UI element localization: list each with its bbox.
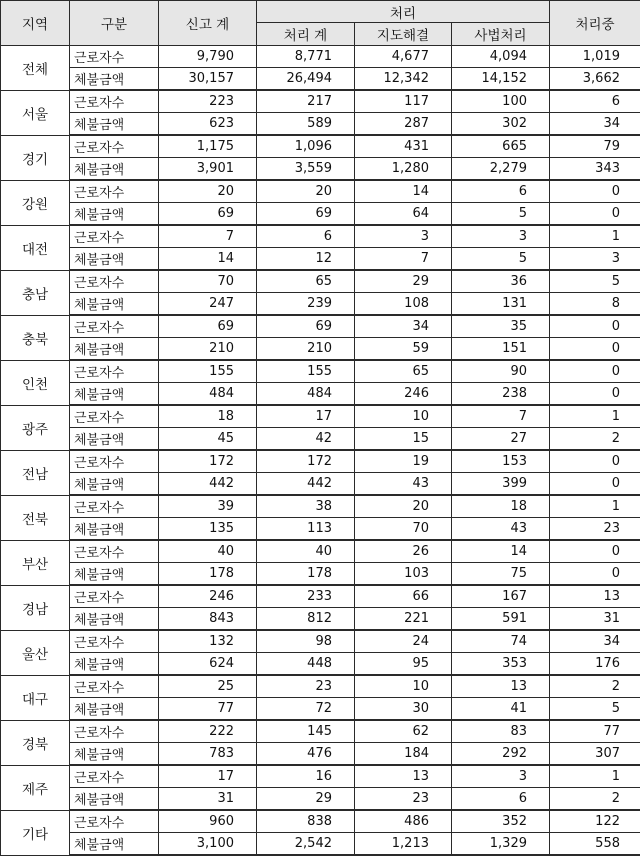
value-cell: 292 [452, 743, 550, 766]
table-row [1, 225, 640, 248]
value-cell: 69 [159, 203, 257, 226]
value-cell: 43 [452, 518, 550, 541]
value-cell: 98 [257, 630, 355, 653]
region-cell: 대구 [1, 675, 70, 720]
value-cell: 246 [355, 383, 452, 406]
value-cell: 30,157 [159, 68, 257, 91]
value-cell: 624 [159, 653, 257, 676]
category-cell: 체불금액 [70, 698, 159, 721]
table-row [1, 113, 640, 136]
value-cell: 233 [257, 585, 355, 608]
value-cell: 103 [355, 563, 452, 586]
category-cell: 근로자수 [70, 180, 159, 203]
value-cell: 65 [355, 360, 452, 383]
region-cell: 전체 [1, 46, 70, 91]
value-cell: 41 [452, 698, 550, 721]
value-cell: 0 [550, 450, 640, 473]
value-cell: 151 [452, 338, 550, 361]
value-cell: 0 [550, 360, 640, 383]
value-cell: 26,494 [257, 68, 355, 91]
value-cell: 13 [452, 675, 550, 698]
value-cell: 246 [159, 585, 257, 608]
value-cell: 5 [550, 698, 640, 721]
value-cell: 20 [159, 180, 257, 203]
value-cell: 5 [452, 248, 550, 271]
region-cell: 전남 [1, 450, 70, 495]
table-row [1, 203, 640, 226]
category-cell: 체불금액 [70, 68, 159, 91]
table-row [1, 315, 640, 338]
value-cell: 287 [355, 113, 452, 136]
value-cell: 20 [257, 180, 355, 203]
value-cell: 431 [355, 135, 452, 158]
value-cell: 178 [159, 563, 257, 586]
value-cell: 3,901 [159, 158, 257, 181]
table-row [1, 135, 640, 158]
category-cell: 체불금액 [70, 788, 159, 811]
value-cell: 0 [550, 338, 640, 361]
header-in-progress: 처리중 [550, 1, 640, 46]
value-cell: 167 [452, 585, 550, 608]
header-processed: 처리 [257, 1, 550, 23]
value-cell: 0 [550, 315, 640, 338]
value-cell: 1,019 [550, 46, 640, 68]
value-cell: 122 [550, 810, 640, 833]
value-cell: 153 [452, 450, 550, 473]
header-region: 지역 [1, 1, 70, 46]
table-body [1, 46, 640, 856]
category-cell: 근로자수 [70, 450, 159, 473]
value-cell: 2 [550, 788, 640, 811]
value-cell: 42 [257, 428, 355, 451]
table-row [1, 653, 640, 676]
category-cell: 근로자수 [70, 495, 159, 518]
value-cell: 69 [257, 315, 355, 338]
value-cell: 30 [355, 698, 452, 721]
value-cell: 77 [159, 698, 257, 721]
value-cell: 484 [257, 383, 355, 406]
value-cell: 3,559 [257, 158, 355, 181]
value-cell: 6 [550, 90, 640, 113]
category-cell: 근로자수 [70, 90, 159, 113]
value-cell: 8,771 [257, 46, 355, 68]
table-row [1, 495, 640, 518]
value-cell: 399 [452, 473, 550, 496]
category-cell: 근로자수 [70, 270, 159, 293]
value-cell: 117 [355, 90, 452, 113]
value-cell: 7 [159, 225, 257, 248]
value-cell: 5 [550, 270, 640, 293]
table-row [1, 383, 640, 406]
value-cell: 221 [355, 608, 452, 631]
table-row [1, 68, 640, 91]
category-cell: 체불금액 [70, 383, 159, 406]
table-row [1, 630, 640, 653]
value-cell: 17 [159, 765, 257, 788]
value-cell: 65 [257, 270, 355, 293]
region-cell: 전북 [1, 495, 70, 540]
value-cell: 29 [257, 788, 355, 811]
value-cell: 40 [159, 540, 257, 563]
value-cell: 589 [257, 113, 355, 136]
value-cell: 8 [550, 293, 640, 316]
value-cell: 10 [355, 405, 452, 428]
value-cell: 64 [355, 203, 452, 226]
region-cell: 울산 [1, 630, 70, 675]
value-cell: 59 [355, 338, 452, 361]
value-cell: 3 [550, 248, 640, 271]
table-row [1, 585, 640, 608]
value-cell: 1,175 [159, 135, 257, 158]
value-cell: 77 [550, 720, 640, 743]
value-cell: 24 [355, 630, 452, 653]
value-cell: 210 [159, 338, 257, 361]
value-cell: 210 [257, 338, 355, 361]
value-cell: 217 [257, 90, 355, 113]
value-cell: 74 [452, 630, 550, 653]
value-cell: 238 [452, 383, 550, 406]
value-cell: 13 [355, 765, 452, 788]
value-cell: 2 [550, 428, 640, 451]
value-cell: 4,094 [452, 46, 550, 68]
table-row [1, 405, 640, 428]
value-cell: 10 [355, 675, 452, 698]
value-cell: 29 [355, 270, 452, 293]
value-cell: 31 [159, 788, 257, 811]
table-row [1, 248, 640, 271]
value-cell: 16 [257, 765, 355, 788]
value-cell: 1,096 [257, 135, 355, 158]
category-cell: 근로자수 [70, 225, 159, 248]
value-cell: 155 [159, 360, 257, 383]
value-cell: 0 [550, 473, 640, 496]
value-cell: 0 [550, 383, 640, 406]
value-cell: 442 [257, 473, 355, 496]
region-cell: 대전 [1, 225, 70, 270]
header-category: 구분 [70, 1, 159, 46]
value-cell: 1,329 [452, 833, 550, 856]
value-cell: 14 [355, 180, 452, 203]
category-cell: 체불금액 [70, 248, 159, 271]
category-cell: 근로자수 [70, 630, 159, 653]
value-cell: 6 [452, 788, 550, 811]
value-cell: 79 [550, 135, 640, 158]
value-cell: 23 [257, 675, 355, 698]
region-cell: 기타 [1, 810, 70, 855]
category-cell: 체불금액 [70, 743, 159, 766]
header-processed-total: 처리 계 [257, 23, 355, 46]
value-cell: 36 [452, 270, 550, 293]
value-cell: 302 [452, 113, 550, 136]
value-cell: 0 [550, 540, 640, 563]
category-cell: 근로자수 [70, 585, 159, 608]
value-cell: 12,342 [355, 68, 452, 91]
value-cell: 0 [550, 203, 640, 226]
value-cell: 6 [257, 225, 355, 248]
region-cell: 인천 [1, 360, 70, 405]
value-cell: 3 [452, 765, 550, 788]
value-cell: 6 [452, 180, 550, 203]
value-cell: 113 [257, 518, 355, 541]
region-cell: 충북 [1, 315, 70, 360]
region-cell: 광주 [1, 405, 70, 450]
table-row [1, 270, 640, 293]
value-cell: 2 [550, 675, 640, 698]
value-cell: 132 [159, 630, 257, 653]
value-cell: 3 [355, 225, 452, 248]
category-cell: 근로자수 [70, 46, 159, 68]
value-cell: 18 [452, 495, 550, 518]
table-row [1, 180, 640, 203]
value-cell: 1 [550, 765, 640, 788]
value-cell: 31 [550, 608, 640, 631]
value-cell: 23 [550, 518, 640, 541]
table-row [1, 518, 640, 541]
value-cell: 783 [159, 743, 257, 766]
value-cell: 1 [550, 495, 640, 518]
value-cell: 2,279 [452, 158, 550, 181]
region-cell: 서울 [1, 90, 70, 135]
value-cell: 83 [452, 720, 550, 743]
table-row [1, 788, 640, 811]
value-cell: 223 [159, 90, 257, 113]
value-cell: 35 [452, 315, 550, 338]
category-cell: 체불금액 [70, 653, 159, 676]
category-cell: 체불금액 [70, 518, 159, 541]
value-cell: 484 [159, 383, 257, 406]
value-cell: 239 [257, 293, 355, 316]
value-cell: 34 [550, 113, 640, 136]
value-cell: 72 [257, 698, 355, 721]
value-cell: 623 [159, 113, 257, 136]
value-cell: 108 [355, 293, 452, 316]
value-cell: 0 [550, 180, 640, 203]
value-cell: 131 [452, 293, 550, 316]
value-cell: 4,677 [355, 46, 452, 68]
table-row [1, 428, 640, 451]
value-cell: 558 [550, 833, 640, 856]
value-cell: 448 [257, 653, 355, 676]
value-cell: 25 [159, 675, 257, 698]
value-cell: 145 [257, 720, 355, 743]
category-cell: 체불금액 [70, 113, 159, 136]
value-cell: 75 [452, 563, 550, 586]
value-cell: 27 [452, 428, 550, 451]
header-reported-total: 신고 계 [159, 1, 257, 46]
table-row [1, 743, 640, 766]
value-cell: 100 [452, 90, 550, 113]
category-cell: 근로자수 [70, 360, 159, 383]
value-cell: 14,152 [452, 68, 550, 91]
table-row [1, 473, 640, 496]
value-cell: 70 [159, 270, 257, 293]
value-cell: 665 [452, 135, 550, 158]
value-cell: 476 [257, 743, 355, 766]
category-cell: 근로자수 [70, 315, 159, 338]
table-row [1, 810, 640, 833]
value-cell: 172 [159, 450, 257, 473]
value-cell: 43 [355, 473, 452, 496]
table-row [1, 158, 640, 181]
category-cell: 체불금액 [70, 158, 159, 181]
value-cell: 2,542 [257, 833, 355, 856]
value-cell: 353 [452, 653, 550, 676]
value-cell: 247 [159, 293, 257, 316]
value-cell: 15 [355, 428, 452, 451]
header-guidance-resolved: 지도해결 [355, 23, 452, 46]
category-cell: 근로자수 [70, 810, 159, 833]
value-cell: 14 [452, 540, 550, 563]
value-cell: 20 [355, 495, 452, 518]
value-cell: 69 [257, 203, 355, 226]
value-cell: 184 [355, 743, 452, 766]
table-row [1, 698, 640, 721]
value-cell: 155 [257, 360, 355, 383]
value-cell: 3 [452, 225, 550, 248]
value-cell: 307 [550, 743, 640, 766]
value-cell: 3,100 [159, 833, 257, 856]
value-cell: 1,213 [355, 833, 452, 856]
category-cell: 근로자수 [70, 720, 159, 743]
value-cell: 7 [452, 405, 550, 428]
table-row [1, 563, 640, 586]
value-cell: 5 [452, 203, 550, 226]
category-cell: 근로자수 [70, 405, 159, 428]
category-cell: 근로자수 [70, 675, 159, 698]
category-cell: 체불금액 [70, 338, 159, 361]
table-row [1, 720, 640, 743]
region-cell: 부산 [1, 540, 70, 585]
value-cell: 135 [159, 518, 257, 541]
value-cell: 843 [159, 608, 257, 631]
value-cell: 1 [550, 225, 640, 248]
region-cell: 충남 [1, 270, 70, 315]
value-cell: 12 [257, 248, 355, 271]
value-cell: 69 [159, 315, 257, 338]
value-cell: 39 [159, 495, 257, 518]
category-cell: 체불금액 [70, 428, 159, 451]
value-cell: 3,662 [550, 68, 640, 91]
table-header [1, 1, 640, 46]
header-judicial: 사법처리 [452, 23, 550, 46]
category-cell: 체불금액 [70, 293, 159, 316]
value-cell: 95 [355, 653, 452, 676]
table-row [1, 46, 640, 68]
value-cell: 172 [257, 450, 355, 473]
value-cell: 34 [550, 630, 640, 653]
category-cell: 체불금액 [70, 608, 159, 631]
value-cell: 45 [159, 428, 257, 451]
category-cell: 체불금액 [70, 833, 159, 856]
category-cell: 근로자수 [70, 135, 159, 158]
value-cell: 960 [159, 810, 257, 833]
value-cell: 442 [159, 473, 257, 496]
value-cell: 7 [355, 248, 452, 271]
table-row [1, 450, 640, 473]
region-cell: 경기 [1, 135, 70, 180]
category-cell: 체불금액 [70, 473, 159, 496]
value-cell: 38 [257, 495, 355, 518]
value-cell: 812 [257, 608, 355, 631]
value-cell: 0 [550, 563, 640, 586]
value-cell: 18 [159, 405, 257, 428]
value-cell: 343 [550, 158, 640, 181]
value-cell: 352 [452, 810, 550, 833]
category-cell: 체불금액 [70, 203, 159, 226]
value-cell: 9,790 [159, 46, 257, 68]
region-cell: 경남 [1, 585, 70, 630]
value-cell: 486 [355, 810, 452, 833]
value-cell: 178 [257, 563, 355, 586]
value-cell: 13 [550, 585, 640, 608]
value-cell: 838 [257, 810, 355, 833]
table-row [1, 608, 640, 631]
table-row [1, 833, 640, 856]
region-cell: 경북 [1, 720, 70, 765]
region-cell: 강원 [1, 180, 70, 225]
value-cell: 70 [355, 518, 452, 541]
table-row [1, 90, 640, 113]
value-cell: 591 [452, 608, 550, 631]
value-cell: 1,280 [355, 158, 452, 181]
category-cell: 체불금액 [70, 563, 159, 586]
value-cell: 66 [355, 585, 452, 608]
value-cell: 40 [257, 540, 355, 563]
value-cell: 176 [550, 653, 640, 676]
value-cell: 90 [452, 360, 550, 383]
value-cell: 19 [355, 450, 452, 473]
table-row [1, 765, 640, 788]
category-cell: 근로자수 [70, 540, 159, 563]
category-cell: 근로자수 [70, 765, 159, 788]
value-cell: 23 [355, 788, 452, 811]
value-cell: 1 [550, 405, 640, 428]
value-cell: 26 [355, 540, 452, 563]
table-row [1, 293, 640, 316]
value-cell: 14 [159, 248, 257, 271]
region-cell: 제주 [1, 765, 70, 810]
value-cell: 17 [257, 405, 355, 428]
table-row [1, 540, 640, 563]
value-cell: 62 [355, 720, 452, 743]
value-cell: 34 [355, 315, 452, 338]
value-cell: 222 [159, 720, 257, 743]
table-row [1, 338, 640, 361]
table-row [1, 675, 640, 698]
table-row [1, 360, 640, 383]
